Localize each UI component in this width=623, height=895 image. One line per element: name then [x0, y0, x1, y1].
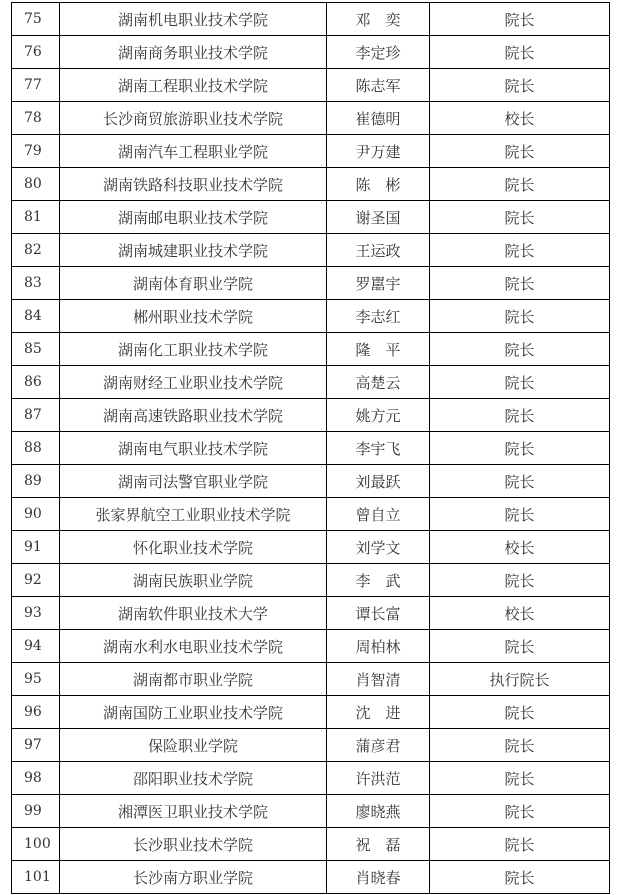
person-name-cell: 李宇飞 — [327, 432, 430, 465]
row-number: 90 — [12, 498, 60, 531]
school-name-cell: 湖南都市职业学院 — [60, 663, 327, 696]
row-number: 81 — [12, 201, 60, 234]
table-row — [12, 498, 610, 531]
row-number: 76 — [12, 36, 60, 69]
row-number: 99 — [12, 795, 60, 828]
school-name-cell: 湖南高速铁路职业技术学院 — [60, 399, 327, 432]
table-row — [12, 729, 610, 762]
row-number: 75 — [12, 3, 60, 36]
person-name-cell: 隆 平 — [327, 333, 430, 366]
position-title-cell: 院长 — [430, 36, 610, 69]
table-row — [12, 828, 610, 861]
person-name-cell: 廖晓燕 — [327, 795, 430, 828]
table-row — [12, 696, 610, 729]
position-title-cell: 院长 — [430, 696, 610, 729]
position-title-cell: 院长 — [430, 828, 610, 861]
row-number: 92 — [12, 564, 60, 597]
person-name-cell: 刘学文 — [327, 531, 430, 564]
position-title-cell: 院长 — [430, 366, 610, 399]
school-name-cell: 湖南汽车工程职业学院 — [60, 135, 327, 168]
row-number: 98 — [12, 762, 60, 795]
person-name-cell: 崔德明 — [327, 102, 430, 135]
person-name-cell: 周柏林 — [327, 630, 430, 663]
person-name-cell: 姚方元 — [327, 399, 430, 432]
row-number: 96 — [12, 696, 60, 729]
row-number: 86 — [12, 366, 60, 399]
position-title-cell: 院长 — [430, 630, 610, 663]
person-name-cell: 陈志军 — [327, 69, 430, 102]
person-name-cell: 蒲彦君 — [327, 729, 430, 762]
position-title-cell: 执行院长 — [430, 663, 610, 696]
position-title-cell: 院长 — [430, 795, 610, 828]
person-name-cell: 李定珍 — [327, 36, 430, 69]
row-number: 88 — [12, 432, 60, 465]
table-row — [12, 795, 610, 828]
leaders-table — [11, 2, 610, 894]
row-number: 78 — [12, 102, 60, 135]
school-name-cell: 湖南民族职业学院 — [60, 564, 327, 597]
school-name-cell: 湖南体育职业学院 — [60, 267, 327, 300]
position-title-cell: 校长 — [430, 102, 610, 135]
person-name-cell: 肖智清 — [327, 663, 430, 696]
table-row — [12, 333, 610, 366]
school-name-cell: 湖南财经工业职业技术学院 — [60, 366, 327, 399]
position-title-cell: 院长 — [430, 762, 610, 795]
position-title-cell: 院长 — [430, 201, 610, 234]
school-name-cell: 张家界航空工业职业技术学院 — [60, 498, 327, 531]
table-row — [12, 531, 610, 564]
row-number: 93 — [12, 597, 60, 630]
position-title-cell: 院长 — [430, 300, 610, 333]
position-title-cell: 校长 — [430, 597, 610, 630]
row-number: 80 — [12, 168, 60, 201]
school-name-cell: 湖南城建职业技术学院 — [60, 234, 327, 267]
person-name-cell: 高楚云 — [327, 366, 430, 399]
table-row — [12, 399, 610, 432]
row-number: 100 — [12, 828, 60, 861]
position-title-cell: 院长 — [430, 234, 610, 267]
school-name-cell: 湘潭医卫职业技术学院 — [60, 795, 327, 828]
table-row — [12, 201, 610, 234]
row-number: 85 — [12, 333, 60, 366]
person-name-cell: 邓 奕 — [327, 3, 430, 36]
position-title-cell: 院长 — [430, 861, 610, 894]
school-name-cell: 湖南工程职业技术学院 — [60, 69, 327, 102]
school-name-cell: 怀化职业技术学院 — [60, 531, 327, 564]
row-number: 94 — [12, 630, 60, 663]
row-number: 83 — [12, 267, 60, 300]
table-row — [12, 69, 610, 102]
table-row — [12, 366, 610, 399]
table-row — [12, 762, 610, 795]
table-row — [12, 564, 610, 597]
row-number: 95 — [12, 663, 60, 696]
table-row — [12, 135, 610, 168]
school-name-cell: 长沙南方职业学院 — [60, 861, 327, 894]
school-name-cell: 湖南软件职业技术大学 — [60, 597, 327, 630]
position-title-cell: 院长 — [430, 168, 610, 201]
table-row — [12, 3, 610, 36]
table-row — [12, 267, 610, 300]
school-name-cell: 长沙职业技术学院 — [60, 828, 327, 861]
school-name-cell: 湖南电气职业技术学院 — [60, 432, 327, 465]
school-name-cell: 湖南商务职业技术学院 — [60, 36, 327, 69]
position-title-cell: 院长 — [430, 498, 610, 531]
school-name-cell: 湖南水利水电职业技术学院 — [60, 630, 327, 663]
position-title-cell: 院长 — [430, 564, 610, 597]
person-name-cell: 王运政 — [327, 234, 430, 267]
person-name-cell: 刘最跃 — [327, 465, 430, 498]
school-name-cell: 长沙商贸旅游职业技术学院 — [60, 102, 327, 135]
position-title-cell: 院长 — [430, 69, 610, 102]
row-number: 77 — [12, 69, 60, 102]
table-row — [12, 597, 610, 630]
table-row — [12, 168, 610, 201]
row-number: 101 — [12, 861, 60, 894]
position-title-cell: 院长 — [430, 333, 610, 366]
row-number: 82 — [12, 234, 60, 267]
row-number: 97 — [12, 729, 60, 762]
position-title-cell: 院长 — [430, 3, 610, 36]
table-row — [12, 630, 610, 663]
table-body — [12, 3, 610, 894]
school-name-cell: 湖南邮电职业技术学院 — [60, 201, 327, 234]
table-row — [12, 36, 610, 69]
person-name-cell: 李 武 — [327, 564, 430, 597]
position-title-cell: 院长 — [430, 135, 610, 168]
row-number: 87 — [12, 399, 60, 432]
position-title-cell: 院长 — [430, 267, 610, 300]
table-row — [12, 432, 610, 465]
school-name-cell: 湖南国防工业职业技术学院 — [60, 696, 327, 729]
person-name-cell: 罗嚚宇 — [327, 267, 430, 300]
table-row — [12, 861, 610, 894]
person-name-cell: 陈 彬 — [327, 168, 430, 201]
table-row — [12, 300, 610, 333]
school-name-cell: 郴州职业技术学院 — [60, 300, 327, 333]
position-title-cell: 院长 — [430, 465, 610, 498]
position-title-cell: 院长 — [430, 729, 610, 762]
person-name-cell: 谭长富 — [327, 597, 430, 630]
school-name-cell: 湖南化工职业技术学院 — [60, 333, 327, 366]
school-name-cell: 湖南机电职业技术学院 — [60, 3, 327, 36]
person-name-cell: 李志红 — [327, 300, 430, 333]
row-number: 79 — [12, 135, 60, 168]
school-name-cell: 邵阳职业技术学院 — [60, 762, 327, 795]
person-name-cell: 沈 进 — [327, 696, 430, 729]
position-title-cell: 校长 — [430, 531, 610, 564]
school-name-cell: 湖南铁路科技职业技术学院 — [60, 168, 327, 201]
school-name-cell: 保险职业学院 — [60, 729, 327, 762]
table-row — [12, 234, 610, 267]
position-title-cell: 院长 — [430, 399, 610, 432]
table-row — [12, 102, 610, 135]
row-number: 91 — [12, 531, 60, 564]
table-row — [12, 465, 610, 498]
table-row — [12, 663, 610, 696]
person-name-cell: 曾自立 — [327, 498, 430, 531]
person-name-cell: 肖晓春 — [327, 861, 430, 894]
position-title-cell: 院长 — [430, 432, 610, 465]
person-name-cell: 尹万建 — [327, 135, 430, 168]
person-name-cell: 谢圣国 — [327, 201, 430, 234]
row-number: 89 — [12, 465, 60, 498]
person-name-cell: 许洪范 — [327, 762, 430, 795]
row-number: 84 — [12, 300, 60, 333]
school-name-cell: 湖南司法警官职业学院 — [60, 465, 327, 498]
person-name-cell: 祝 磊 — [327, 828, 430, 861]
